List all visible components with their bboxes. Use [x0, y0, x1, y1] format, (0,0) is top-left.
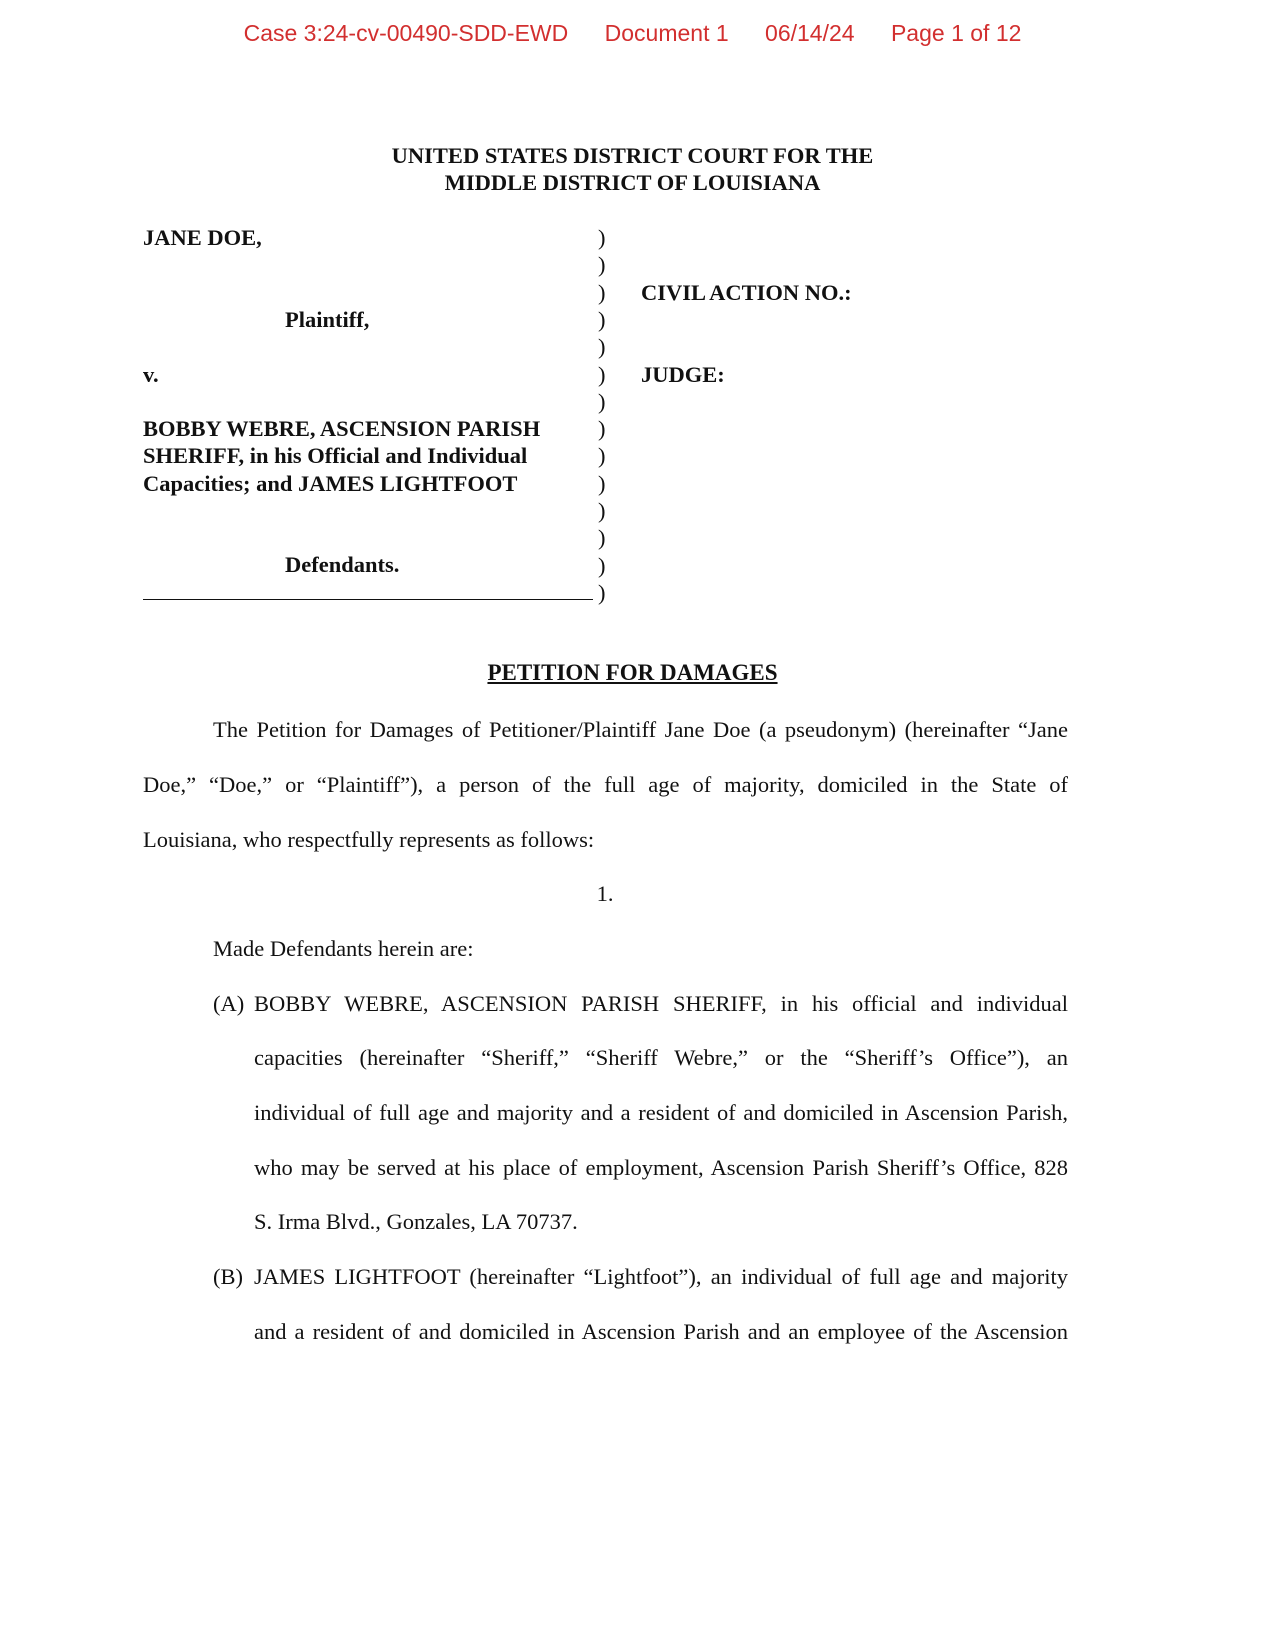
- page-indicator: Page 1 of 12: [890, 20, 1022, 46]
- defendants-label: Defendants.: [285, 552, 400, 577]
- caption-paren: ): [598, 498, 606, 523]
- intro-line-3: Louisiana, who respectfully represents as follows:: [143, 827, 595, 852]
- filing-date: 06/14/24: [765, 20, 855, 46]
- court-name-line-2: MIDDLE DISTRICT OF LOUISIANA: [444, 170, 821, 195]
- civil-action-number: CIVIL ACTION NO.:: [641, 280, 852, 305]
- judge-label: JUDGE:: [641, 362, 725, 387]
- item-a-line-5: S. Irma Blvd., Gonzales, LA 70737.: [254, 1209, 578, 1234]
- item-b-label: (B): [213, 1264, 243, 1289]
- caption-paren: ): [598, 334, 606, 360]
- made-defendants: Made Defendants herein are:: [213, 936, 474, 961]
- caption-paren: ): [598, 279, 606, 305]
- caption-paren: ): [598, 525, 606, 551]
- plaintiff-label: Plaintiff,: [285, 307, 370, 332]
- item-b-line-2: and a resident of and domiciled in Ascension Parish and an employee of the Ascension: [254, 1319, 1068, 1344]
- item-a-line-1: BOBBY WEBRE, ASCENSION PARISH SHERIFF, in his official and individual: [254, 991, 1068, 1016]
- section-number: 1.: [596, 881, 614, 906]
- intro-line-2: Doe,” “Doe,” or “Plaintiff”), a person of the full age of majority, domiciled in the State of: [143, 772, 1068, 797]
- item-a-line-2: capacities (hereinafter “Sheriff,” “Sheriff Webre,” or the “Sheriff’s Office”), an: [254, 1045, 1068, 1070]
- caption-underline: [143, 599, 593, 600]
- caption-paren: ): [598, 306, 606, 332]
- caption-paren: ): [598, 361, 606, 387]
- caption-paren: ): [598, 579, 606, 605]
- document-title: PETITION FOR DAMAGES: [487, 660, 778, 685]
- defendants-line-2: SHERIFF, in his Official and Individual: [143, 443, 528, 468]
- caption-paren: ): [598, 388, 606, 414]
- item-a-line-4: who may be served at his place of employment, Ascension Parish Sheriff’s Office, 828: [254, 1155, 1068, 1180]
- caption-paren: ): [598, 416, 606, 442]
- item-a-line-3: individual of full age and majority and a resident of and domiciled in Ascension Parish,: [254, 1100, 1068, 1125]
- item-b-line-1: JAMES LIGHTFOOT (hereinafter “Lightfoot”), an individual of full age and majority: [254, 1264, 1068, 1289]
- document-number: Document 1: [604, 20, 729, 46]
- versus: v.: [143, 362, 159, 387]
- case-number: Case 3:24-cv-00490-SDD-EWD: [243, 20, 569, 46]
- caption-paren: ): [598, 552, 606, 578]
- court-name-line-1: UNITED STATES DISTRICT COURT FOR THE: [391, 143, 874, 168]
- plaintiff-name: JANE DOE,: [143, 225, 262, 250]
- caption-paren: ): [598, 443, 606, 469]
- caption-paren: ): [598, 470, 606, 496]
- caption-paren: ): [598, 252, 606, 278]
- intro-line-1: The Petition for Damages of Petitioner/Plaintiff Jane Doe (a pseudonym) (hereinafter “Jane: [213, 717, 1068, 742]
- caption-paren: ): [598, 225, 606, 250]
- defendants-line-1: BOBBY WEBRE, ASCENSION PARISH: [143, 416, 541, 441]
- defendants-line-3: Capacities; and JAMES LIGHTFOOT: [143, 471, 518, 496]
- item-a-label: (A): [213, 991, 245, 1016]
- court-filing-header: [0, 20, 1265, 47]
